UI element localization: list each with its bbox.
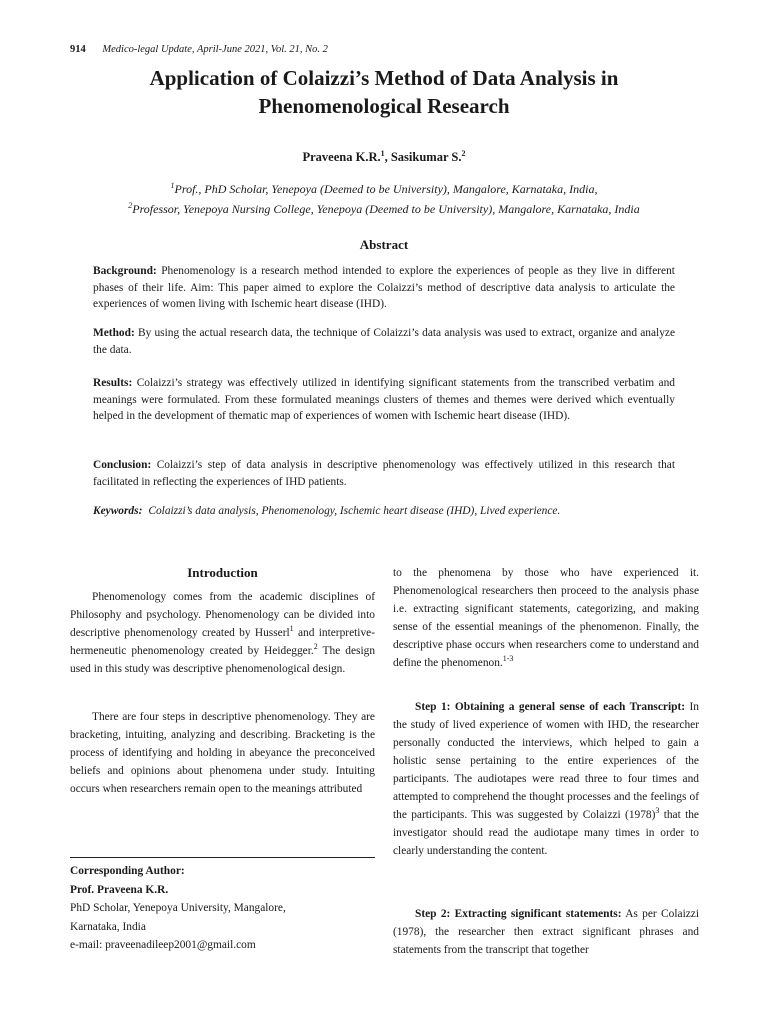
article-title: [60, 64, 708, 120]
paragraph-text: and interpretive- hermeneutic phenomenology created by Heidegger.: [70, 627, 376, 657]
abstract-text: Colaizzi’s step of data analysis in descriptive phenomenology was effectively utilized in this research that facilitated in reflecting the experiences of IHD patients.: [93, 459, 675, 488]
step-heading: Step 2: Extracting significant statements:: [415, 908, 622, 920]
body-paragraph: [393, 564, 699, 672]
author-affiliation-marker: 1: [380, 148, 385, 158]
author-list: [60, 150, 708, 165]
paragraph-text: As per Colaizzi (1978), the researcher then extract significant phrases and statements from the transcript that together: [393, 908, 700, 956]
page-number: 914: [70, 44, 86, 55]
introduction-paragraph: [70, 588, 375, 678]
abstract-heading: Abstract: [359, 237, 409, 252]
introduction-heading: Introduction: [187, 565, 258, 580]
abstract-label: Conclusion:: [93, 459, 152, 471]
abstract-background: [93, 263, 675, 313]
article-title-line-2: Phenomenological Research: [258, 94, 510, 118]
paragraph-text: Phenomenology comes from the academic disciplines of Philosophy and psychology. Phenomenology can be divided into descriptive phenomenology created by Husserl: [70, 591, 375, 639]
affiliation-marker: 2: [128, 201, 133, 210]
abstract-label: Results:: [93, 377, 133, 389]
reference-marker: 2: [313, 642, 318, 652]
running-head: [70, 44, 328, 55]
author-name: Praveena K.R.: [302, 150, 381, 164]
introduction-paragraph: [70, 708, 375, 798]
abstract-conclusion: [93, 457, 675, 490]
reference-marker: 3: [655, 806, 660, 816]
abstract-text: Colaizzi’s strategy was effectively utilized in identifying significant statements from the transcribed verbatim and meanings were formulated. From these formulated meanings clusters of themes and themes were derived which eventually helped in the development of thematic map of experiences of women with Ischemic heart disease (IHD).: [93, 377, 675, 422]
abstract-text: Phenomenology is a research method intended to explore the experiences of people as they live in different phases of their life. Aim: This paper aimed to explore the Colaizzi’s method of descriptive data analysis to articulate the experiences of women living with Ischemic heart disease (IHD).: [93, 265, 675, 310]
paragraph-text: In the study of lived experience of women with IHD, the researcher personally conducted the interviews, which helped to gain a holistic sense pertaining to the entire experiences of the participants. The audiotapes were read three to four times and attempted to comprehend the thought processes and the feelings of the participants. This was suggested by Colaizzi (1978): [393, 701, 699, 821]
affiliation-marker: 1: [170, 181, 175, 190]
abstract-method: [93, 325, 675, 358]
corresponding-author-email[interactable]: e-mail: praveenadileep2001@gmail.com: [70, 939, 256, 951]
reference-marker: 1: [289, 624, 294, 634]
step-1-paragraph: [393, 698, 699, 860]
reference-marker: 1-3: [502, 654, 514, 664]
abstract-label: Background:: [93, 265, 157, 277]
paragraph-text: that the investigator should read the audiotape many times in order to clearly understanding the content.: [393, 809, 699, 857]
step-2-paragraph: [393, 905, 699, 959]
author-affiliation-marker: 2: [461, 148, 466, 158]
step-heading: Step 1: Obtaining a general sense of each Transcript:: [415, 701, 686, 713]
keywords-text: Colaizzi’s data analysis, Phenomenology, Ischemic heart disease (IHD), Lived experience.: [148, 505, 561, 517]
article-title-line-1: Application of Colaizzi’s Method of Data Analysis in: [149, 66, 619, 90]
journal-citation: Medico-legal Update, April-June 2021, Vol. 21, No. 2: [102, 44, 328, 55]
affiliation: [60, 202, 708, 217]
corresponding-author-block: [70, 862, 390, 955]
abstract-label: Method:: [93, 327, 135, 339]
abstract-text: By using the actual research data, the technique of Colaizzi’s data analysis was used to extract, organize and analyze the data.: [93, 327, 675, 356]
footnote-divider: [70, 857, 375, 858]
corresponding-author-affiliation: PhD Scholar, Yenepoya University, Mangalore,: [70, 902, 286, 914]
corresponding-author-label: Corresponding Author:: [70, 865, 185, 877]
affiliation-text: Prof., PhD Scholar, Yenepoya (Deemed to be University), Mangalore, Karnataka, India,: [174, 182, 598, 196]
author-separator: ,: [384, 150, 391, 164]
corresponding-author-location: Karnataka, India: [70, 920, 146, 933]
paragraph-text: The design used in this study was descriptive phenomenological design.: [70, 645, 376, 675]
affiliation: [60, 182, 708, 197]
abstract-results: [93, 375, 675, 425]
paragraph-text: to the phenomena by those who have experienced it. Phenomenological researchers then proceed to the analysis phase i.e. extracting significant statements, categorizing, and making sense of the essential meanings of the phenomenon. Finally, the descriptive phase occurs when researchers come to understand and define the phenomenon.: [393, 567, 699, 669]
keywords-label: Keywords:: [93, 505, 143, 517]
keywords: [93, 503, 675, 520]
affiliation-text: Professor, Yenepoya Nursing College, Yenepoya (Deemed to be University), Mangalore, Karnataka, India: [132, 202, 640, 216]
corresponding-author-name: Prof. Praveena K.R.: [70, 883, 169, 896]
paragraph-text: There are four steps in descriptive phenomenology. They are bracketing, intuiting, analyzing and describing. Bracketing is the process of identifying and holding in abeyance the preconceived beliefs and opinions about phenomena under study. Intuiting occurs when researchers remain open to the meanings attributed: [70, 711, 375, 795]
author-name: Sasikumar S.: [390, 150, 462, 164]
